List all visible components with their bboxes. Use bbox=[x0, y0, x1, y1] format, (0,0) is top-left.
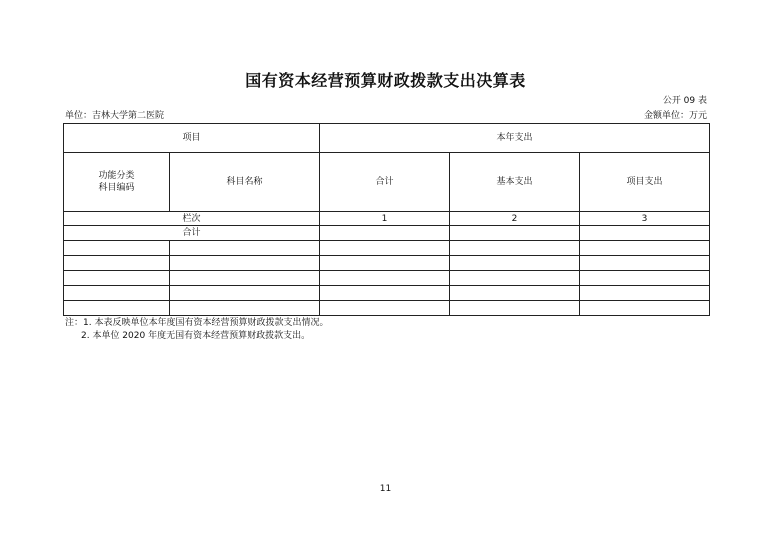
table-cell bbox=[170, 286, 320, 301]
header-func-class bbox=[64, 153, 170, 212]
table-cell bbox=[450, 301, 580, 316]
header-total: 合计 bbox=[320, 153, 450, 212]
table-cell bbox=[450, 271, 580, 286]
table-cell bbox=[320, 286, 450, 301]
header-current-year: 本年支出 bbox=[320, 124, 710, 153]
table-cell bbox=[450, 286, 580, 301]
note-2: 2. 本单位 2020 年度无国有资本经营预算财政拨款支出。 bbox=[81, 331, 311, 341]
table-cell bbox=[580, 286, 710, 301]
header-subject-name: 科目名称 bbox=[170, 153, 320, 212]
col-number-1: 1 bbox=[320, 212, 450, 226]
page-title: 国有资本经营预算财政拨款支出决算表 bbox=[245, 71, 526, 90]
header-basic: 基本支出 bbox=[450, 153, 580, 212]
table-cell bbox=[64, 286, 170, 301]
total-row bbox=[64, 226, 710, 241]
table-header-row bbox=[64, 124, 710, 153]
table-row bbox=[64, 286, 710, 301]
amount-unit: 金额单位：万元 bbox=[643, 111, 707, 121]
table-cell bbox=[64, 301, 170, 316]
table-cell bbox=[320, 241, 450, 256]
table-row bbox=[64, 241, 710, 256]
table-cell bbox=[170, 301, 320, 316]
table-cell bbox=[580, 271, 710, 286]
table-cell bbox=[580, 301, 710, 316]
table-cell bbox=[580, 241, 710, 256]
reporting-unit: 单位：吉林大学第二医院 bbox=[65, 111, 165, 121]
table-cell bbox=[580, 226, 710, 241]
note-1: 注：1. 本表反映单位本年度国有资本经营预算财政拨款支出情况。 bbox=[65, 318, 329, 328]
header-project-exp: 项目支出 bbox=[580, 153, 710, 212]
table-cell bbox=[320, 256, 450, 271]
col-number-3: 3 bbox=[580, 212, 710, 226]
table-cell bbox=[450, 241, 580, 256]
table-cell bbox=[450, 256, 580, 271]
column-number-row bbox=[64, 212, 710, 226]
table-cell bbox=[170, 256, 320, 271]
col-label: 栏次 bbox=[64, 212, 320, 226]
table-cell bbox=[450, 226, 580, 241]
table-subheader-row bbox=[64, 153, 710, 212]
form-number: 公开 09 表 bbox=[662, 96, 707, 106]
table-cell bbox=[64, 241, 170, 256]
page-number: 11 bbox=[379, 484, 392, 494]
header-project: 项目 bbox=[64, 124, 320, 153]
expenditure-table bbox=[63, 123, 710, 316]
header-func-class-line1: 功能分类 bbox=[98, 171, 135, 181]
total-label: 合计 bbox=[64, 226, 320, 241]
table-row bbox=[64, 256, 710, 271]
table-cell bbox=[170, 241, 320, 256]
header-func-class-line2: 科目编码 bbox=[98, 183, 135, 193]
table-cell bbox=[320, 301, 450, 316]
table-row bbox=[64, 301, 710, 316]
table-cell bbox=[64, 256, 170, 271]
table-cell bbox=[170, 271, 320, 286]
col-number-2: 2 bbox=[450, 212, 580, 226]
table-cell bbox=[320, 271, 450, 286]
table-cell bbox=[320, 226, 450, 241]
table-row bbox=[64, 271, 710, 286]
table-cell bbox=[64, 271, 170, 286]
table-cell bbox=[580, 256, 710, 271]
